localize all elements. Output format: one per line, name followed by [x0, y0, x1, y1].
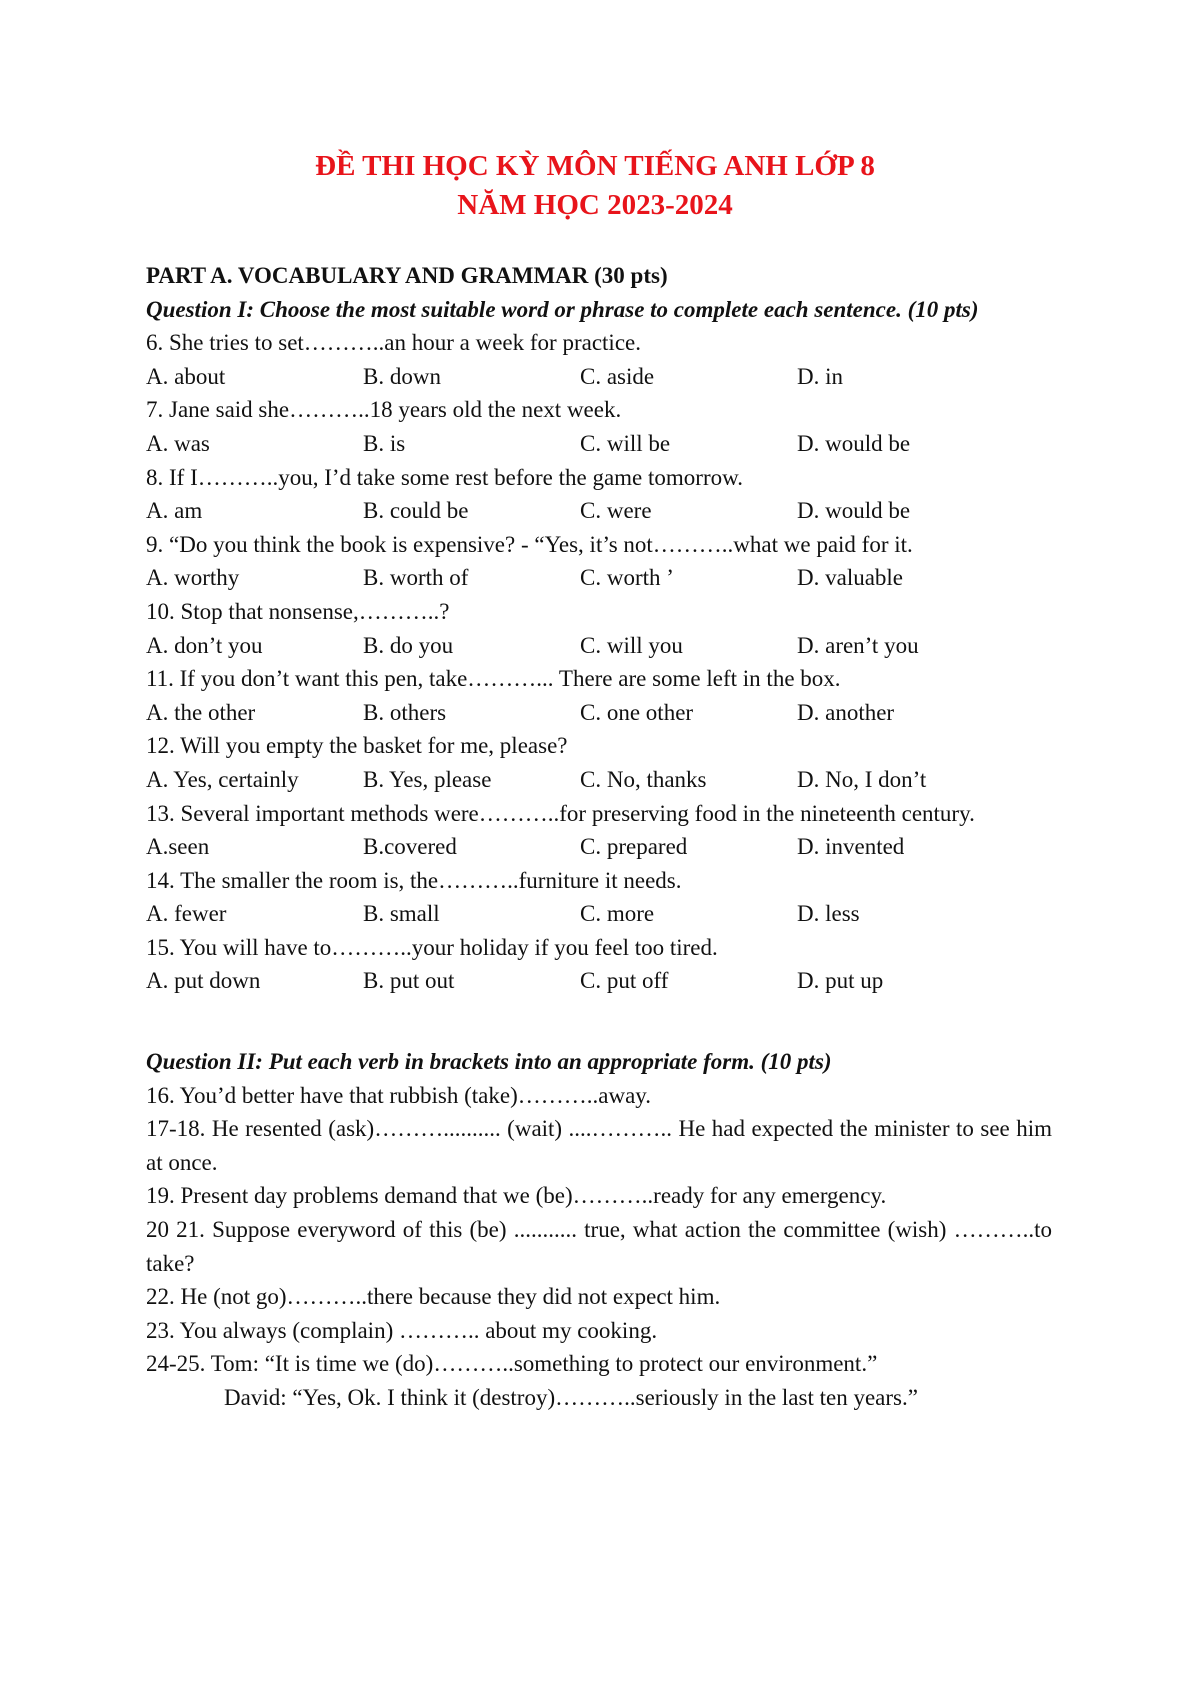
school-year-title: NĂM HỌC 2023-2024 — [457, 189, 733, 221]
question-item: 23. You always (complain) ……….. about my cooking. — [146, 1317, 658, 1343]
option-a: A. Yes, certainly — [146, 766, 299, 792]
option-d: D. in — [797, 363, 843, 389]
answer-options — [146, 964, 1052, 998]
answer-options — [146, 830, 1052, 864]
option-b: B. worth of — [363, 565, 469, 591]
option-c: C. more — [580, 901, 655, 927]
question-item: 9. “Do you think the book is expensive? - “Yes, it’s not………..what we paid for it. — [146, 531, 913, 557]
question-item-continuation: David: “Yes, Ok. I think it (destroy)………..seriously in the last ten years.” — [224, 1385, 918, 1410]
exam-title: ĐỀ THI HỌC KỲ MÔN TIẾNG ANH LỚP 8 — [315, 150, 875, 182]
option-b: B. put out — [363, 968, 455, 994]
option-d: D. invented — [797, 834, 905, 860]
option-c: C. were — [580, 498, 652, 524]
question-item: 11. If you don’t want this pen, take………... There are some left in the box. — [146, 666, 841, 692]
option-b: B. small — [363, 901, 440, 927]
option-b: B. do you — [363, 632, 454, 658]
option-c: C. will you — [580, 632, 683, 658]
option-c: C. put off — [580, 968, 669, 994]
question-item: 24-25. Tom: “It is time we (do)………..something to protect our environment.” — [146, 1351, 878, 1377]
option-d: D. would be — [797, 430, 911, 456]
exam-content — [146, 259, 1052, 1415]
option-a: A.seen — [146, 834, 210, 860]
option-c: C. prepared — [580, 834, 688, 860]
option-c: C. will be — [580, 430, 671, 456]
option-b: B. others — [363, 699, 447, 725]
option-a: A. fewer — [146, 901, 227, 927]
option-a: A. am — [146, 498, 203, 524]
option-c: C. No, thanks — [580, 766, 707, 792]
question-item: 8. If I………..you, I’d take some rest before the game tomorrow. — [146, 464, 743, 490]
answer-options — [146, 629, 1052, 663]
option-c: C. worth ’ — [580, 565, 674, 591]
option-b: B. is — [363, 430, 406, 456]
question-2-title: Question II: Put each verb in brackets into an appropriate form. (10 pts) — [146, 1049, 832, 1075]
option-d: D. put up — [797, 968, 884, 994]
question-item: 20 21. Suppose everyword of this (be) ........... true, what action the committee (wish) ………..to take? — [146, 1217, 1052, 1276]
option-a: A. put down — [146, 968, 261, 994]
question-item: 16. You’d better have that rubbish (take)………..away. — [146, 1082, 652, 1108]
section-spacer — [146, 998, 1052, 1045]
option-d: D. No, I don’t — [797, 766, 927, 792]
answer-options — [146, 427, 1052, 461]
answer-options — [146, 494, 1052, 528]
option-a: A. was — [146, 430, 210, 456]
question-item: 7. Jane said she………..18 years old the next week. — [146, 397, 622, 423]
option-a: A. the other — [146, 699, 256, 725]
answer-options — [146, 360, 1052, 394]
option-c: C. aside — [580, 363, 655, 389]
option-d: D. valuable — [797, 565, 904, 591]
part-a-title: PART A. VOCABULARY AND GRAMMAR (30 pts) — [146, 263, 668, 288]
answer-options — [146, 763, 1052, 797]
option-d: D. less — [797, 901, 860, 927]
option-c: C. one other — [580, 699, 694, 725]
option-b: B.covered — [363, 834, 457, 860]
option-b: B. down — [363, 363, 441, 389]
option-d: D. aren’t you — [797, 632, 919, 658]
question-item: 13. Several important methods were………..for preserving food in the nineteenth century. — [146, 800, 975, 826]
question-item: 14. The smaller the room is, the………..furniture it needs. — [146, 867, 682, 893]
question-item: 12. Will you empty the basket for me, please? — [146, 733, 568, 759]
option-d: D. would be — [797, 498, 911, 524]
question-item: 6. She tries to set………..an hour a week for practice. — [146, 330, 641, 356]
question-item: 19. Present day problems demand that we (be)………..ready for any emergency. — [146, 1183, 887, 1209]
question-1-title: Question I: Choose the most suitable word or phrase to complete each sentence. (10 pts) — [146, 296, 979, 322]
option-a: A. worthy — [146, 565, 240, 591]
option-a: A. don’t you — [146, 632, 263, 658]
option-a: A. about — [146, 363, 226, 389]
question-item: 15. You will have to………..your holiday if you feel too tired. — [146, 934, 718, 960]
answer-options — [146, 561, 1052, 595]
question-item: 17-18. He resented (ask)……….......... (wait) ....……….. He had expected the minister to see him at once. — [146, 1116, 1052, 1175]
question-1-list — [146, 326, 1052, 998]
question-2-list — [146, 1079, 1052, 1415]
option-b: B. Yes, please — [363, 766, 492, 792]
answer-options — [146, 897, 1052, 931]
question-item: 10. Stop that nonsense,………..? — [146, 598, 450, 624]
option-b: B. could be — [363, 498, 469, 524]
option-d: D. another — [797, 699, 895, 725]
answer-options — [146, 696, 1052, 730]
question-item: 22. He (not go)………..there because they did not expect him. — [146, 1284, 721, 1310]
